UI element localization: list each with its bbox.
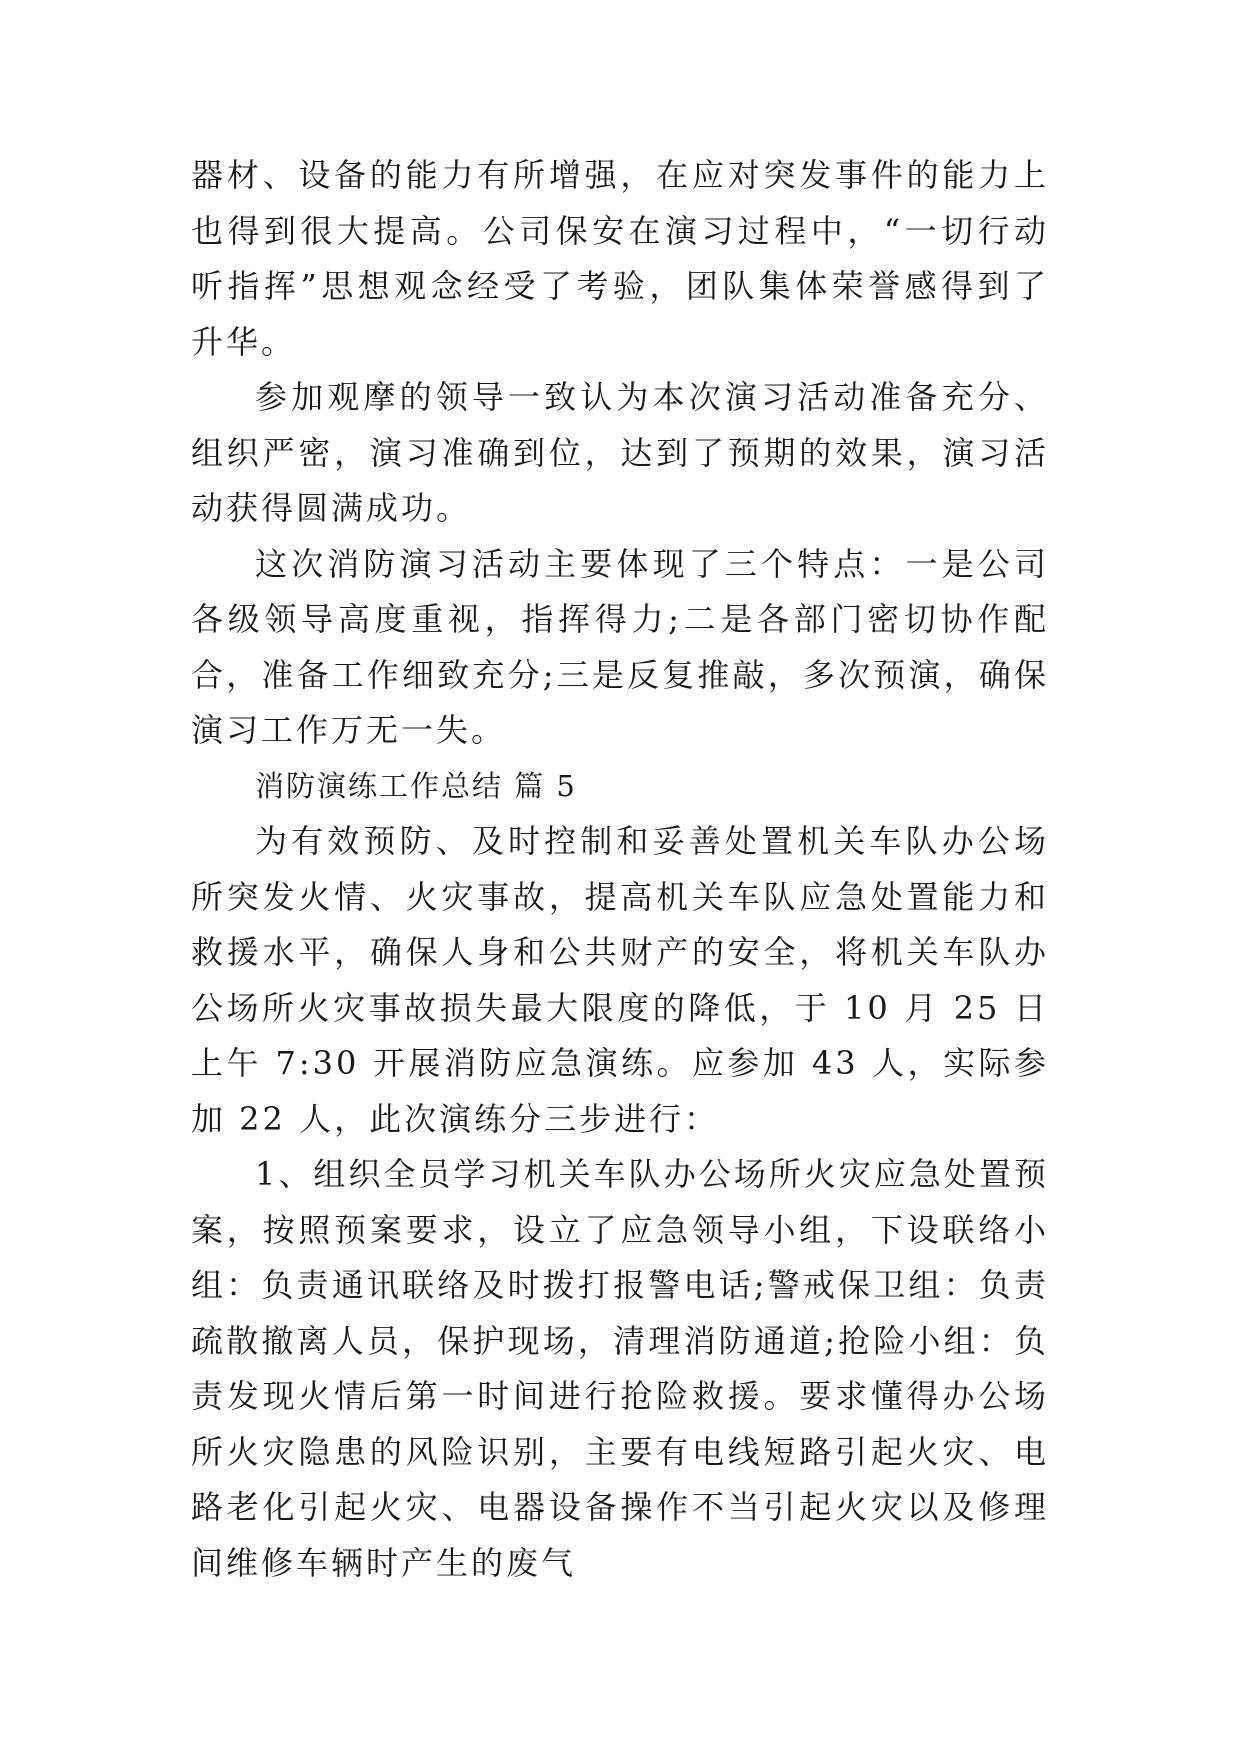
paragraph-4: 为有效预防、及时控制和妥善处置机关车队办公场所突发火情、火灾事故，提高机关车队应急处置能力和救援水平，确保人身和公共财产的安全，将机关车队办公场所火灾事故损失最大限度的降低，于 10 月 25 日上午 7:30 开展消防应急演练。应参加 43 人，实际参加 22 人，此次演练分三步进行： (191, 822, 1049, 1138)
document-body (191, 148, 1049, 1591)
paragraph-3: 这次消防演习活动主要体现了三个特点：一是公司各级领导高度重视，指挥得力;二是各部门密切协作配合，准备工作细致充分;三是反复推敲，多次预演，确保演习工作万无一失。 (191, 544, 1049, 749)
paragraph-1: 器材、设备的能力有所增强，在应对突发事件的能力上也得到很大提高。公司保安在演习过程中，“一切行动听指挥”思想观念经受了考验，团队集体荣誉感得到了升华。 (191, 156, 1049, 361)
paragraph-2: 参加观摩的领导一致认为本次演习活动准备充分、组织严密，演习准确到位，达到了预期的效果，演习活动获得圆满成功。 (191, 378, 1049, 527)
section-heading: 消防演练工作总结 篇 5 (255, 768, 577, 803)
paragraph-5: 1、组织全员学习机关车队办公场所火灾应急处置预案，按照预案要求，设立了应急领导小组，下设联络小组：负责通讯联络及时拨打报警电话;警戒保卫组：负责疏散撤离人员，保护现场，清理消防通道;抢险小组：负责发现火情后第一时间进行抢险救援。要求懂得办公场所火灾隐患的风险识别，主要有电线短路引起火灾、电路老化引起火灾、电器设备操作不当引起火灾以及修理间维修车辆时产生的废气 (191, 1155, 1049, 1582)
